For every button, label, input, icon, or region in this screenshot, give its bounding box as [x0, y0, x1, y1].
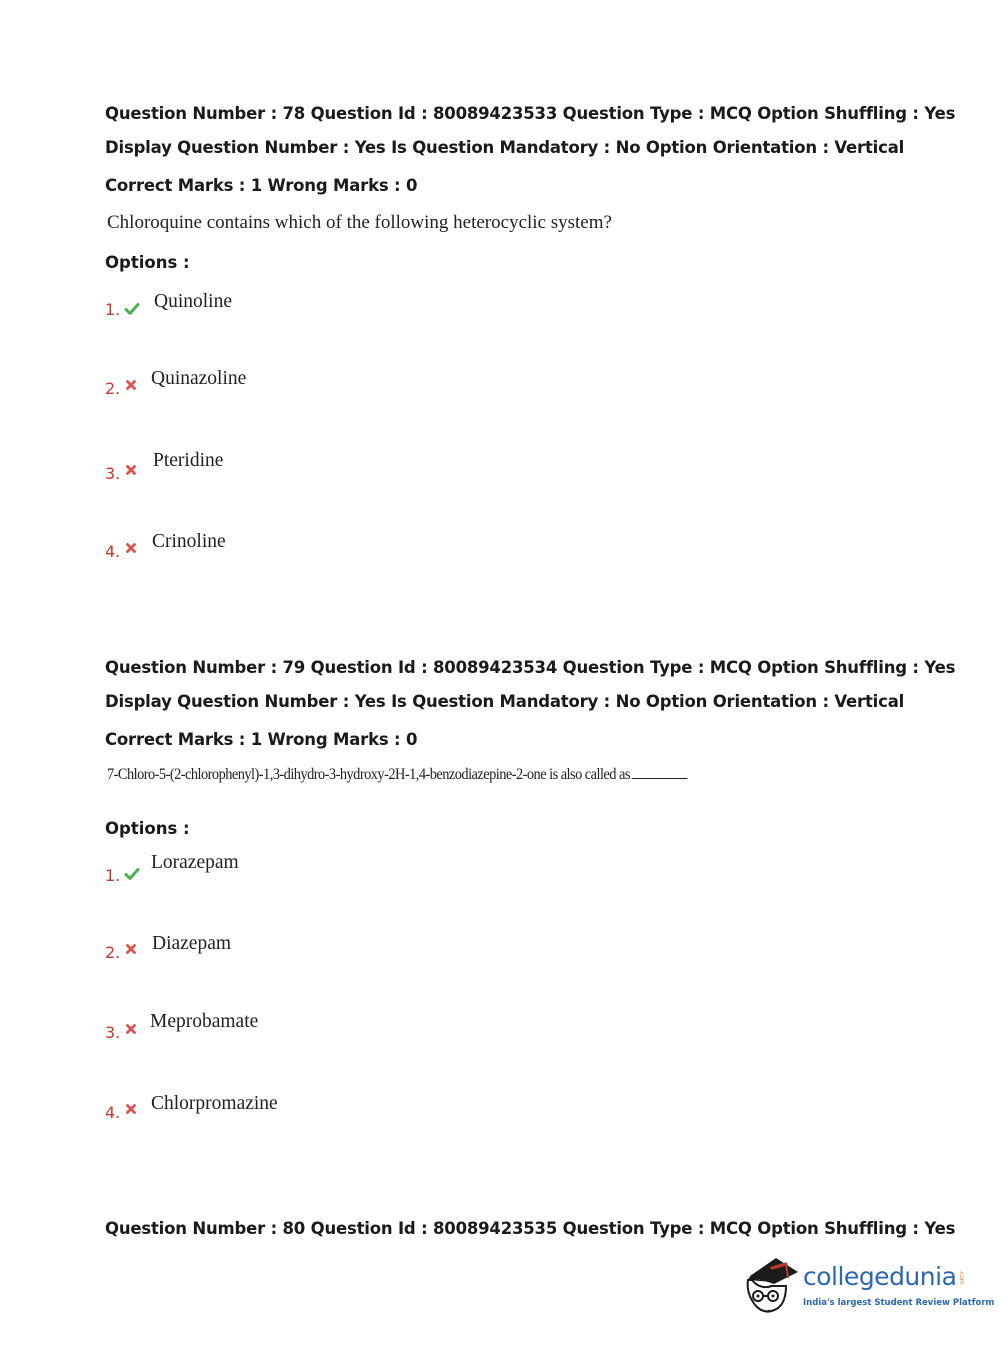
- question-meta-line-1: Question Number : 79 Question Id : 80089423534 Question Type : MCQ Option Shuffling : Yes: [105, 658, 956, 677]
- question-meta-line-1: Question Number : 78 Question Id : 80089423533 Question Type : MCQ Option Shuffling : Yes: [105, 104, 956, 123]
- cross-icon: [124, 1102, 138, 1116]
- option-number: 2.: [105, 943, 121, 962]
- option-number: 4.: [105, 1103, 121, 1122]
- logo-wordmark: collegedunia: [803, 1262, 957, 1291]
- option-number: 3.: [105, 1023, 121, 1042]
- option-text[interactable]: Lorazepam: [151, 852, 239, 873]
- option-text[interactable]: Chlorpromazine: [151, 1093, 278, 1114]
- cross-icon: [124, 541, 138, 555]
- option-number: 1.: [105, 866, 121, 885]
- option-text[interactable]: Pteridine: [153, 450, 224, 471]
- logo-tagline: India's largest Student Review Platform: [803, 1298, 995, 1308]
- check-icon: [124, 301, 140, 317]
- cross-icon: [124, 463, 138, 477]
- answer-blank: [632, 777, 688, 779]
- question-text-content: 7-Chloro-5-(2-chlorophenyl)-1,3-dihydro-3-hydroxy-2H-1,4-benzodiazepine-2-one is also called as: [107, 766, 630, 783]
- options-label: Options :: [105, 253, 190, 272]
- option-text[interactable]: Diazepam: [152, 933, 232, 954]
- option-text[interactable]: Meprobamate: [150, 1011, 259, 1032]
- cross-icon: [124, 1022, 138, 1036]
- question-text: [107, 766, 688, 784]
- option-text[interactable]: Quinoline: [154, 291, 232, 312]
- logo-dotcom: .com: [958, 1270, 965, 1285]
- question-meta-line-1: Question Number : 80 Question Id : 80089423535 Question Type : MCQ Option Shuffling : Yes: [105, 1219, 956, 1238]
- option-text[interactable]: Crinoline: [152, 531, 226, 552]
- option-number: 3.: [105, 464, 121, 483]
- question-marks: Correct Marks : 1 Wrong Marks : 0: [105, 730, 418, 749]
- options-label: Options :: [105, 819, 190, 838]
- cross-icon: [124, 942, 138, 956]
- option-text[interactable]: Quinazoline: [151, 368, 247, 389]
- check-icon: [124, 866, 140, 882]
- option-number: 4.: [105, 542, 121, 561]
- option-number: 2.: [105, 379, 121, 398]
- collegedunia-mascot-logo: [742, 1250, 802, 1320]
- cross-icon: [124, 378, 138, 392]
- question-text: Chloroquine contains which of the following heterocyclic system?: [107, 212, 612, 233]
- question-meta-line-2: Display Question Number : Yes Is Question Mandatory : No Option Orientation : Vertical: [105, 138, 905, 157]
- question-marks: Correct Marks : 1 Wrong Marks : 0: [105, 176, 418, 195]
- option-number: 1.: [105, 300, 121, 319]
- question-meta-line-2: Display Question Number : Yes Is Question Mandatory : No Option Orientation : Vertical: [105, 692, 905, 711]
